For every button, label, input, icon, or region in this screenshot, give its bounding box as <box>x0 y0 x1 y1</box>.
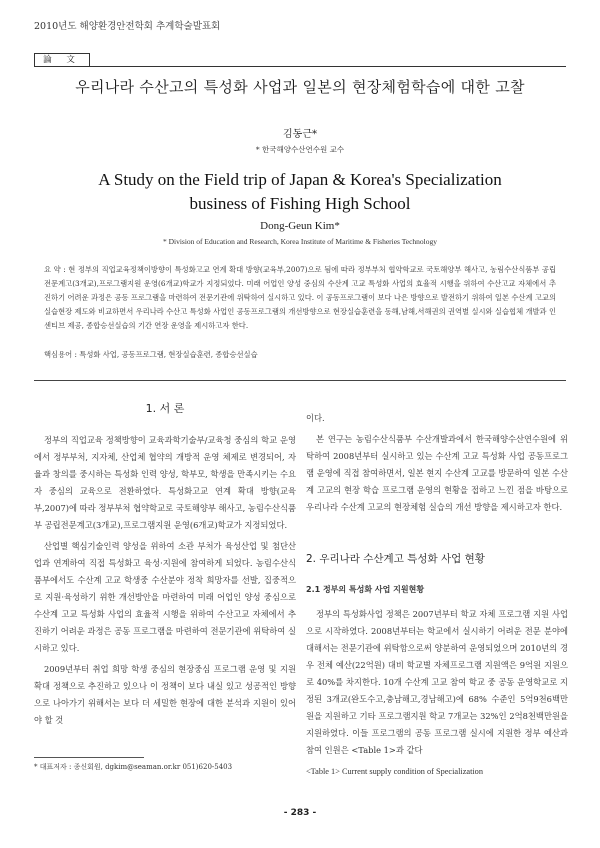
intro-paragraph-1: 정부의 직업교육 정책방향이 교육과학기술부/교육청 중심의 학교 운영에서 정부부처, 지자체, 산업체 협약의 개방적 운영 체제로 변경되어, 자율과 창의를 중시하는 특성화 인력 양성, 학부모, 학생을 만족시키는 수요자 중심의 교육으로 전환하였다. 특성화고교 연계 확대 방향(교육부,2007)에 따라 정부부처 협약학교로 국토해양부 해사고, 농림수산식품부 공립전문계고(3개교),프로그램지원 운영(6개교)학교가 지정되었다. <box>34 435 296 530</box>
section-2-paragraph: 정부의 특성화사업 정책은 2007년부터 학교 자체 프로그램 지원 사업으로 시작하였다. 2008년부터는 학교에서 실시하기 어려운 전문 분야에 대해서는 전문기관에 위탁함으로써 양분하여 운영되었으며 2010년의 경우 전체 예산(22억원) 대비 학교별 자체프로그램 지원액은 9억원 지원으로 40%를 차지한다. 10개 수산계 고교 참여 학교 중 공동 운영학교로 지정된 3개교(완도수고,충남해고,경남해고)에 68% 수준인 5억9천6백만원을 지원하고 기타 프로그램지원 학교 7개교는 32%인 2억8천백만원을 지원하였다. 이들 프로그램의 공동 프로그램 실시에 지원한 정부 예산과 참여 인원은 <Table 1>과 같다 <box>306 609 568 755</box>
intro-continuation: 이다. <box>306 413 325 423</box>
conference-header: 2010년도 해양환경안전학회 추계학술발표회 <box>34 21 221 32</box>
right-column-intro <box>306 431 568 520</box>
right-column-section2 <box>306 606 568 784</box>
korean-author: 김동근* <box>283 129 317 140</box>
table-caption: <Table 1> Current supply condition of Specialization <box>306 767 483 776</box>
korean-title: 우리나라 수산고의 특성화 사업과 일본의 현장체험학습에 대한 고찰 <box>75 78 525 96</box>
section-2-1-heading: 2.1 정부의 특성화 사업 지원현황 <box>306 585 425 594</box>
english-title-line-1: A Study on the Field trip of Japan & Korea's Specialization <box>98 170 502 189</box>
abstract: 요 약 : 현 정부의 직업교육정책이방향이 특성화고교 연계 확대 방향(교육부,2007)으로 됨에 따라 정부부처 협약학교로 국토해양부 해사고, 농림수산식품부 공립전문계고(3개교),프로그램지원 운영(6개교)학교가 지정되었다. 미래 어업인 양성 중심의 수산계 고교 특성화 사업의 효율적 시행을 위하여 수산고교 자체에서 추진하기 어려운 과정은 공동 프로그램을 마련하여 전문기관에 위탁하여 실시하고 있다. 이 공동프로그램이 보다 나은 방향으로 발전하기 위하여 일본 수산계 고교의 실습현장 제도와 비교하면서 우리나라 수산고 특성화 사업인 공동프로그램의 개선방향으로 현장실습훈련을 동해,남해,서해권의 권역별 실시와 실습협체 개발과 인센티브 제공, 종합승선실습의 기간 연장 운영을 제시하고자 한다. <box>44 265 556 330</box>
left-column <box>34 432 296 733</box>
article-type-badge: 論 文 <box>34 53 90 66</box>
section-2-heading: 2. 우리나라 수산계고 특성화 사업 현황 <box>306 553 485 565</box>
english-title <box>0 168 600 216</box>
english-title-line-2: business of Fishing High School <box>189 194 411 213</box>
english-author: Dong-Geun Kim* <box>260 220 340 232</box>
korean-affiliation: * 한국해양수산연수원 교수 <box>255 145 345 154</box>
intro-paragraph-2: 산업별 핵심기술인력 양성을 위하여 소관 부처가 육성산업 및 첨단산업과 연계하여 직접 특성화고 육성·지원에 참여하게 되었다. 농림수산식품부에서도 수산계 고교 학생중 수산분야 정착 희망자를 선발, 집중적으로 지원·육성하기 위한 개선방안을 마련하여 미래 어업인 양성 중심으로 수산계 고교 특성화 사업의 효율적 시행을 위하여 수산고교 자체에서 추진하기 어려운 과정은 공동 프로그램을 마련하여 전문기관에 위탁하여 실시하고 있다. <box>34 541 296 653</box>
footnote-rule <box>34 757 144 758</box>
intro-paragraph-3: 2009년부터 취업 희망 학생 중심의 현장중심 프로그램 운영 및 지원 확대 정책으로 추진하고 있으나 이 정책이 보다 내실 있고 성공적인 방향으로 나아가기 위해서는 보다 더 세밀한 현장에 대한 분석과 지원이 있어야 할 것 <box>34 664 296 725</box>
footnote: * 대표저자 : 종신회원, dgkim@seaman.or.kr 051)620-5403 <box>34 763 233 771</box>
abstract-rule <box>34 380 566 381</box>
english-affiliation: * Division of Education and Research, Korea Institute of Maritime & Fisheries Technology <box>162 237 438 246</box>
keywords: 핵심용어 : 특성화 사업, 공동프로그램, 현장실습훈련, 종합승선실습 <box>44 350 258 359</box>
header-rule <box>34 66 566 67</box>
page-number: - 283 - <box>283 808 317 818</box>
intro-paragraph-4: 본 연구는 농림수산식품부 수산개발과에서 한국해양수산연수원에 위탁하여 2008년부터 실시하고 있는 수산계 고교 특성화 사업 공동프로그램 운영에 직접 참여하면서, 일본 현지 수산계 고교를 방문하여 일본 수산계 고교의 현장 학습 프로그램 운영의 현황을 접하고 느낀 점을 바탕으로 우리나라 수산계 고교의 현장체험 실습의 개선 방향을 제시하고자 한다. <box>306 434 568 512</box>
section-1-heading: 1. 서 론 <box>145 402 185 415</box>
